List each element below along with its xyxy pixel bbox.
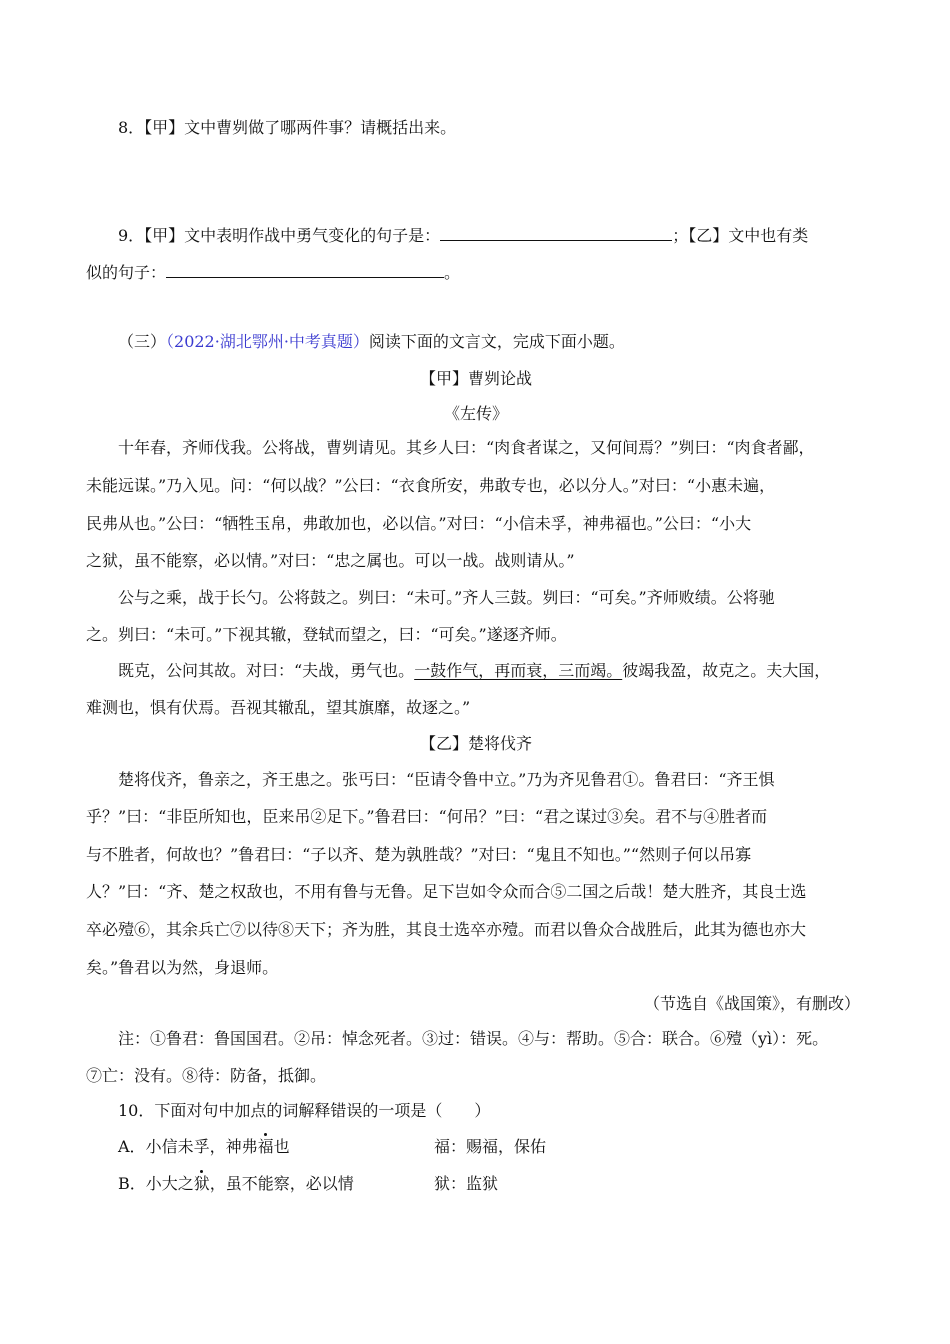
passage-a-line: 公与之乘，战于长勺。公将鼓之。刿曰：“未可。”齐人三鼓。刿曰：“可矣。”齐师败绩。公将驰 (118, 588, 775, 607)
question-9-line-1 (118, 224, 898, 246)
passage-a-book: 《左传》 (443, 404, 508, 423)
passage-b-line: 乎？”曰：“非臣所知也，臣来吊②足下。”鲁君曰：“何吊？”曰：“君之谋过③矣。君不与④胜者而 (86, 807, 768, 826)
option-b-sentence-before: 小大之 (145, 1174, 194, 1193)
option-b[interactable] (118, 1174, 898, 1194)
answer-blank-1[interactable] (440, 224, 672, 241)
question-9-text-cont: ；【乙】文中也有类 (672, 226, 809, 245)
passage-b-title: 【乙】楚将伐齐 (419, 734, 532, 753)
passage-a-title: 【甲】曹刿论战 (419, 369, 532, 388)
answer-blank-2[interactable] (166, 261, 444, 278)
passage-a-line: 之。刿曰：“未可。”下视其辙，登轼而望之，曰：“可矣。”遂逐齐师。 (86, 625, 567, 644)
passage-a-line: 未能远谋。”乃入见。问：“何以战？”公曰：“衣食所安，弗敢专也，必以分人。”对曰：“小惠未遍， (86, 476, 776, 495)
passage-b-source-note: （节选自《战国策》，有删改） (643, 994, 860, 1013)
dotted-word: 福 (257, 1137, 274, 1156)
option-a-explanation: 福：赐福，保佑 (434, 1137, 547, 1156)
passage-b-line: 矣。”鲁君以为然，身退师。 (86, 958, 279, 977)
question-9-line-2 (86, 261, 866, 283)
line-7-after: 彼竭我盈，故克之。夫大国， (622, 661, 831, 680)
notes-line-1: 注：①鲁君：鲁国国君。②吊：悼念死者。③过：错误。④与：帮助。⑤合：联合。⑥殪（yì）：死。 (118, 1029, 829, 1048)
passage-a-line: 十年春，齐师伐我。公将战，曹刿请见。其乡人曰：“肉食者谋之，又何间焉？”刿曰：“肉食者鄙， (118, 438, 815, 457)
passage-a-line-7 (118, 661, 898, 681)
option-a[interactable] (118, 1137, 898, 1157)
question-10: 10．下面对句中加点的词解释错误的一项是（ ） (118, 1101, 491, 1120)
option-b-label: B． (118, 1174, 146, 1193)
question-9-text-3: 似的句子： (86, 263, 167, 282)
option-b-sentence-after: ，虽不能察，必以情 (209, 1174, 354, 1193)
dotted-word: 狱 (193, 1174, 210, 1193)
option-a-sentence-after: 也 (273, 1137, 290, 1156)
section-3-heading (118, 332, 898, 352)
question-9-text: 9．【甲】文中表明作战中勇气变化的句子是： (118, 226, 441, 245)
option-a-sentence-before: 小信未孚，神弗 (145, 1137, 258, 1156)
passage-a-line: 难测也，惧有伏焉。吾视其辙乱，望其旗靡，故逐之。” (86, 698, 471, 717)
notes-line-2: ⑦亡：没有。⑧待：防备，抵御。 (86, 1066, 327, 1085)
exam-source-link[interactable]: （2022·湖北鄂州·中考真题） (166, 332, 369, 351)
passage-a-line: 之狱，虽不能察，必以情。”对曰：“忠之属也。可以一战。战则请从。” (86, 551, 575, 570)
option-b-explanation: 狱：监狱 (434, 1174, 499, 1193)
passage-b-line: 人？”曰：“齐、楚之权敌也，不用有鲁与无鲁。足下岂如令众而合⑤二国之后哉！楚大胜齐，其良士选 (86, 882, 807, 901)
section-prefix: （三） (118, 332, 167, 351)
line-7-before: 既克，公问其故。对曰：“夫战，勇气也。 (118, 661, 415, 680)
passage-b-line: 楚将伐齐，鲁亲之，齐王患之。张丐曰：“臣请令鲁中立。”乃为齐见鲁君①。鲁君曰：“齐王惧 (118, 770, 775, 789)
question-9-end: 。 (444, 263, 461, 282)
option-a-label: A． (118, 1137, 146, 1156)
passage-b-line: 卒必殪⑥，其余兵亡⑦以待⑧天下；齐为胜，其良士选卒亦殪。而君以鲁众合战胜后，此其为德也亦大 (86, 920, 807, 939)
underlined-sentence: 一鼓作气，再而衰，三而竭。 (414, 661, 623, 680)
question-8: 8．【甲】文中曹刿做了哪两件事？请概括出来。 (118, 118, 457, 137)
section-instruction: 阅读下面的文言文，完成下面小题。 (368, 332, 625, 351)
passage-b-line: 与不胜者，何故也？”鲁君曰：“子以齐、楚为孰胜哉？”对曰：“鬼且不知也。”“然则子何以吊寡 (86, 845, 752, 864)
passage-a-line: 民弗从也。”公曰：“牺牲玉帛，弗敢加也，必以信。”对曰：“小信未孚，神弗福也。”公曰：“小大 (86, 514, 752, 533)
